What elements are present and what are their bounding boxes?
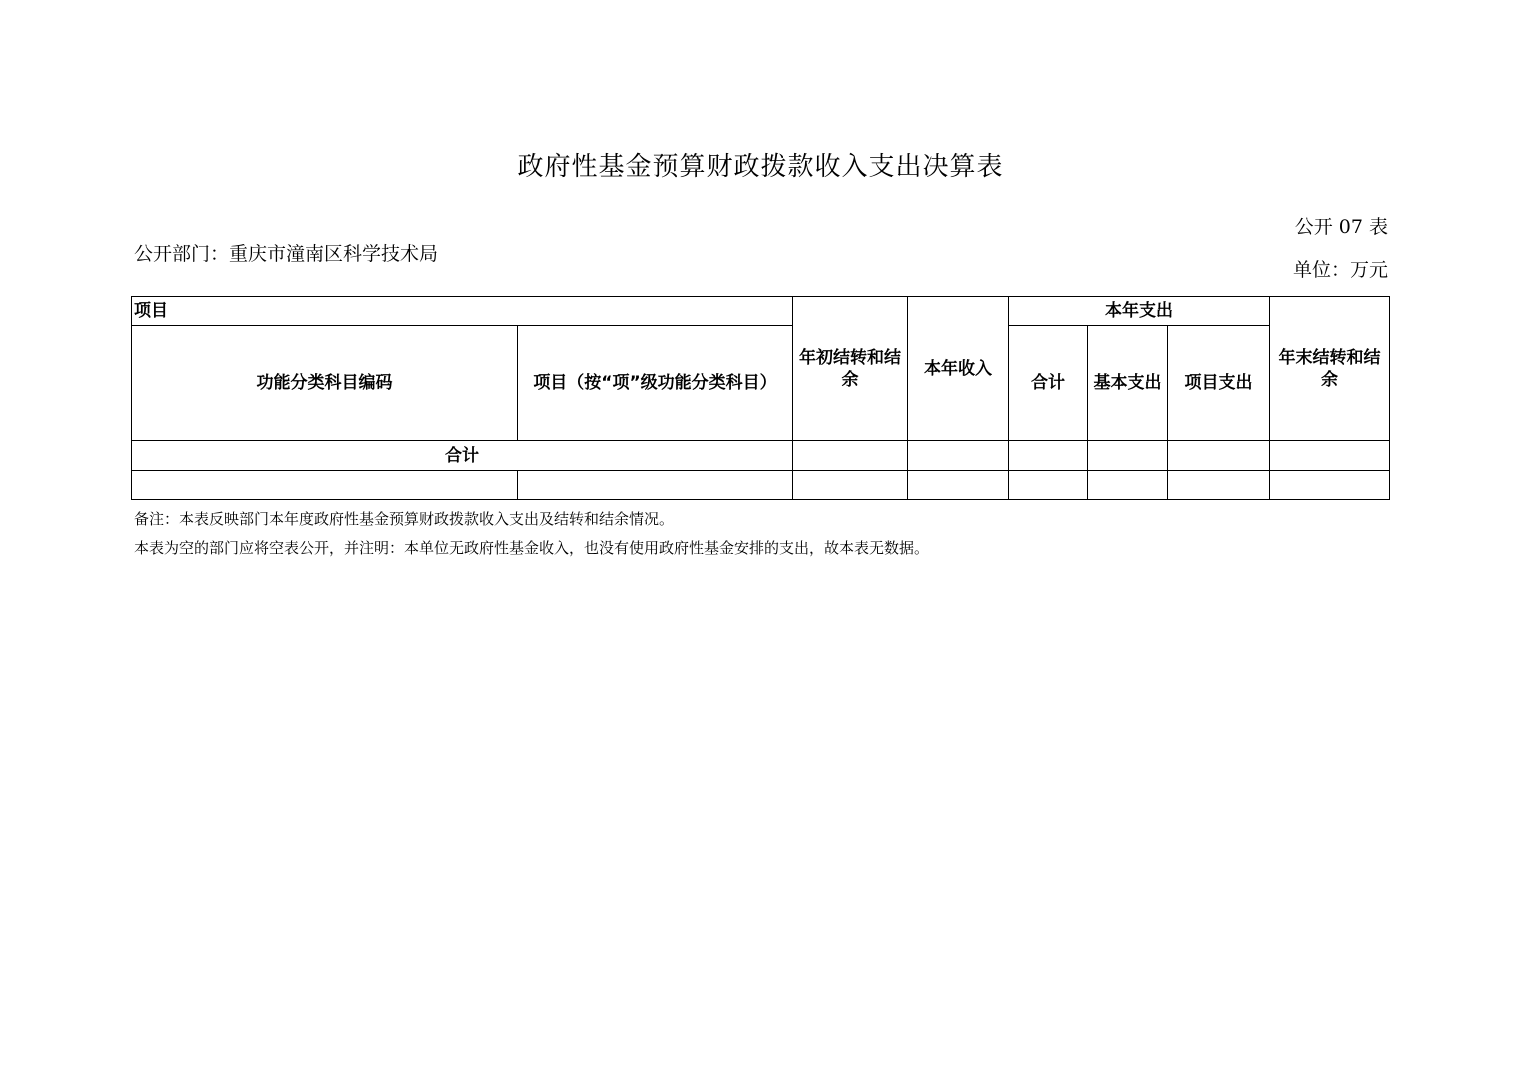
table-cell xyxy=(1270,471,1390,500)
department-label: 公开部门：重庆市潼南区科学技术局 xyxy=(134,243,439,265)
header-project-expense: 项目支出 xyxy=(1168,326,1270,441)
table-cell xyxy=(518,471,793,500)
table-row xyxy=(132,471,1390,500)
header-opening-balance: 年初结转和结余 xyxy=(793,297,908,441)
header-function-item: 项目（按“项”级功能分类科目） xyxy=(518,326,793,441)
header-current-expense: 本年支出 xyxy=(1009,297,1270,326)
total-opening-balance xyxy=(793,441,908,471)
budget-table xyxy=(131,296,1390,500)
note-line: 本表为空的部门应将空表公开，并注明：本单位无政府性基金收入，也没有使用政府性基金安排的支出，故本表无数据。 xyxy=(134,539,930,557)
header-current-income: 本年收入 xyxy=(908,297,1009,441)
total-label: 合计 xyxy=(132,441,793,471)
total-row xyxy=(132,441,1390,471)
table-cell xyxy=(132,471,518,500)
header-function-code: 功能分类科目编码 xyxy=(132,326,518,441)
unit-label: 单位：万元 xyxy=(1292,259,1388,281)
table-cell xyxy=(793,471,908,500)
table-cell xyxy=(1168,471,1270,500)
header-basic-expense: 基本支出 xyxy=(1088,326,1168,441)
table-cell xyxy=(1088,471,1168,500)
header-closing-balance: 年末结转和结余 xyxy=(1270,297,1390,441)
notes xyxy=(134,505,929,563)
total-current-income xyxy=(908,441,1009,471)
total-basic-expense xyxy=(1088,441,1168,471)
table-cell xyxy=(1009,471,1088,500)
header-row-1 xyxy=(132,297,1390,326)
total-closing-balance xyxy=(1270,441,1390,471)
form-number: 公开 07 表 xyxy=(1294,216,1388,238)
table-cell xyxy=(908,471,1009,500)
header-item: 项目 xyxy=(132,297,793,326)
note-line: 备注：本表反映部门本年度政府性基金预算财政拨款收入支出及结转和结余情况。 xyxy=(134,510,675,528)
total-expense-total xyxy=(1009,441,1088,471)
header-expense-total: 合计 xyxy=(1009,326,1088,441)
header-row-2 xyxy=(132,326,1390,441)
page-title: 政府性基金预算财政拨款收入支出决算表 xyxy=(517,152,1004,182)
total-project-expense xyxy=(1168,441,1270,471)
